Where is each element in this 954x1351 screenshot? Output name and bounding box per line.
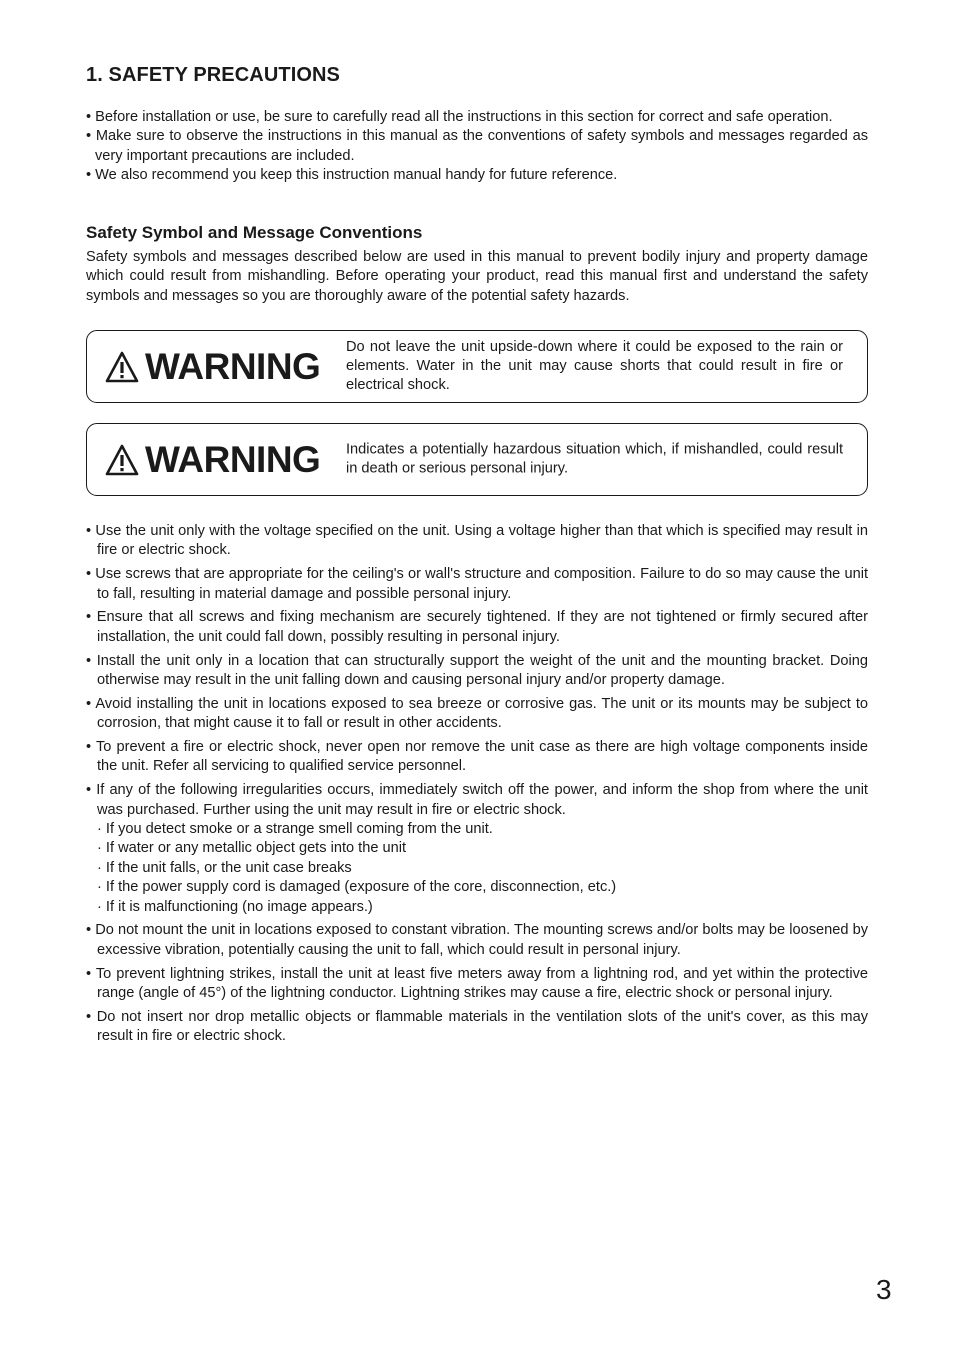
irregularity-item: · If you detect smoke or a strange smell coming from the unit.: [97, 821, 493, 838]
rule-item: • Use screws that are appropriate for the ceiling's or wall's structure and composition. Failure to do so may cause the unit to fall, resulting in material damage and possible personal injury.: [86, 566, 868, 602]
intro-list: [86, 108, 868, 186]
rule-item: • Ensure that all screws and fixing mechanism are securely tightened. If they are not tightened or firmly secured after installation, the unit could fall down, possibly resulting in personal injury.: [86, 609, 868, 645]
rule-item: • Use the unit only with the voltage specified on the unit. Using a voltage higher than that which is specified may result in fire or electric shock.: [86, 523, 868, 559]
page-number: 3: [876, 1274, 892, 1305]
rule-item: • To prevent lightning strikes, install the unit at least five meters away from a lightning rod, and yet within the protective range (angle of 45°) of the lightning conductor. Lightning strikes may cause a fire, electric shock or personal injury.: [86, 965, 868, 1002]
conventions-text: Safety symbols and messages described below are used in this manual to prevent bodily injury and property damage which could result from mishandling. Before operating your product, read this manual first and understand the safety symbols and messages so you are thoroughly aware of the potential safety hazards.: [86, 249, 868, 304]
rule-item: • If any of the following irregularities occurs, immediately switch off the power, and inform the shop from where the unit was purchased. Further using the unit may result in fire or electric shock.: [86, 782, 868, 818]
intro-item: • Before installation or use, be sure to carefully read all the instructions in this section for correct and safe operation.: [86, 109, 833, 125]
warning-text: Do not leave the unit upside-down where it could be exposed to the rain or elements. Water in the unit may cause shorts that could result in fire or electrical shock.: [346, 338, 843, 394]
warning-box: [86, 330, 868, 403]
conventions-heading: Safety Symbol and Message Conventions: [86, 223, 423, 242]
warning-triangle-icon: [105, 351, 139, 383]
rule-item: • Avoid installing the unit in locations exposed to sea breeze or corrosive gas. The unit or its mounts may be subject to corrosion, that might cause it to fall or result in other accidents.: [86, 695, 868, 732]
warning-label-text: WARNING: [145, 345, 321, 387]
irregularity-item: · If water or any metallic object gets into the unit: [97, 840, 407, 857]
rule-item: • Do not insert nor drop metallic objects or flammable materials in the ventilation slots of the unit's cover, as this may result in fire or electric shock.: [86, 1008, 868, 1045]
warning-triangle-icon: [105, 444, 139, 476]
rule-item: • To prevent a fire or electric shock, never open nor remove the unit case as there are high voltage components inside the unit. Refer all servicing to qualified service personnel.: [86, 739, 868, 775]
warning-label: [105, 346, 320, 388]
warning-box: [86, 423, 868, 496]
warning-label-text: WARNING: [145, 438, 321, 480]
warning-rules-list: [86, 522, 868, 1051]
rule-item: • Do not mount the unit in locations exposed to constant vibration. The mounting screws and/or bolts may be loosened by excessive vibration, potentially causing the unit to fall, which could result in personal injury.: [86, 922, 868, 958]
section-heading: 1. SAFETY PRECAUTIONS: [86, 64, 340, 86]
irregularity-item: · If the unit falls, or the unit case breaks: [97, 859, 352, 876]
irregularities-list: [86, 820, 868, 917]
intro-item: • We also recommend you keep this instruction manual handy for future reference.: [86, 167, 618, 184]
warning-label: [105, 439, 320, 481]
intro-item: • Make sure to observe the instructions in this manual as the conventions of safety symbols and messages regarded as very important precautions are included.: [86, 128, 868, 164]
irregularity-item: · If it is malfunctioning (no image appears.): [97, 898, 373, 915]
warning-text: Indicates a potentially hazardous situation which, if mishandled, could result in death or serious personal injury.: [346, 441, 843, 477]
rule-item: • Install the unit only in a location that can structurally support the weight of the unit and the mounting bracket. Doing otherwise may result in the unit falling down and causing personal injury and/or property damage.: [86, 652, 868, 689]
irregularity-item: · If the power supply cord is damaged (exposure of the core, disconnection, etc.): [97, 879, 617, 896]
